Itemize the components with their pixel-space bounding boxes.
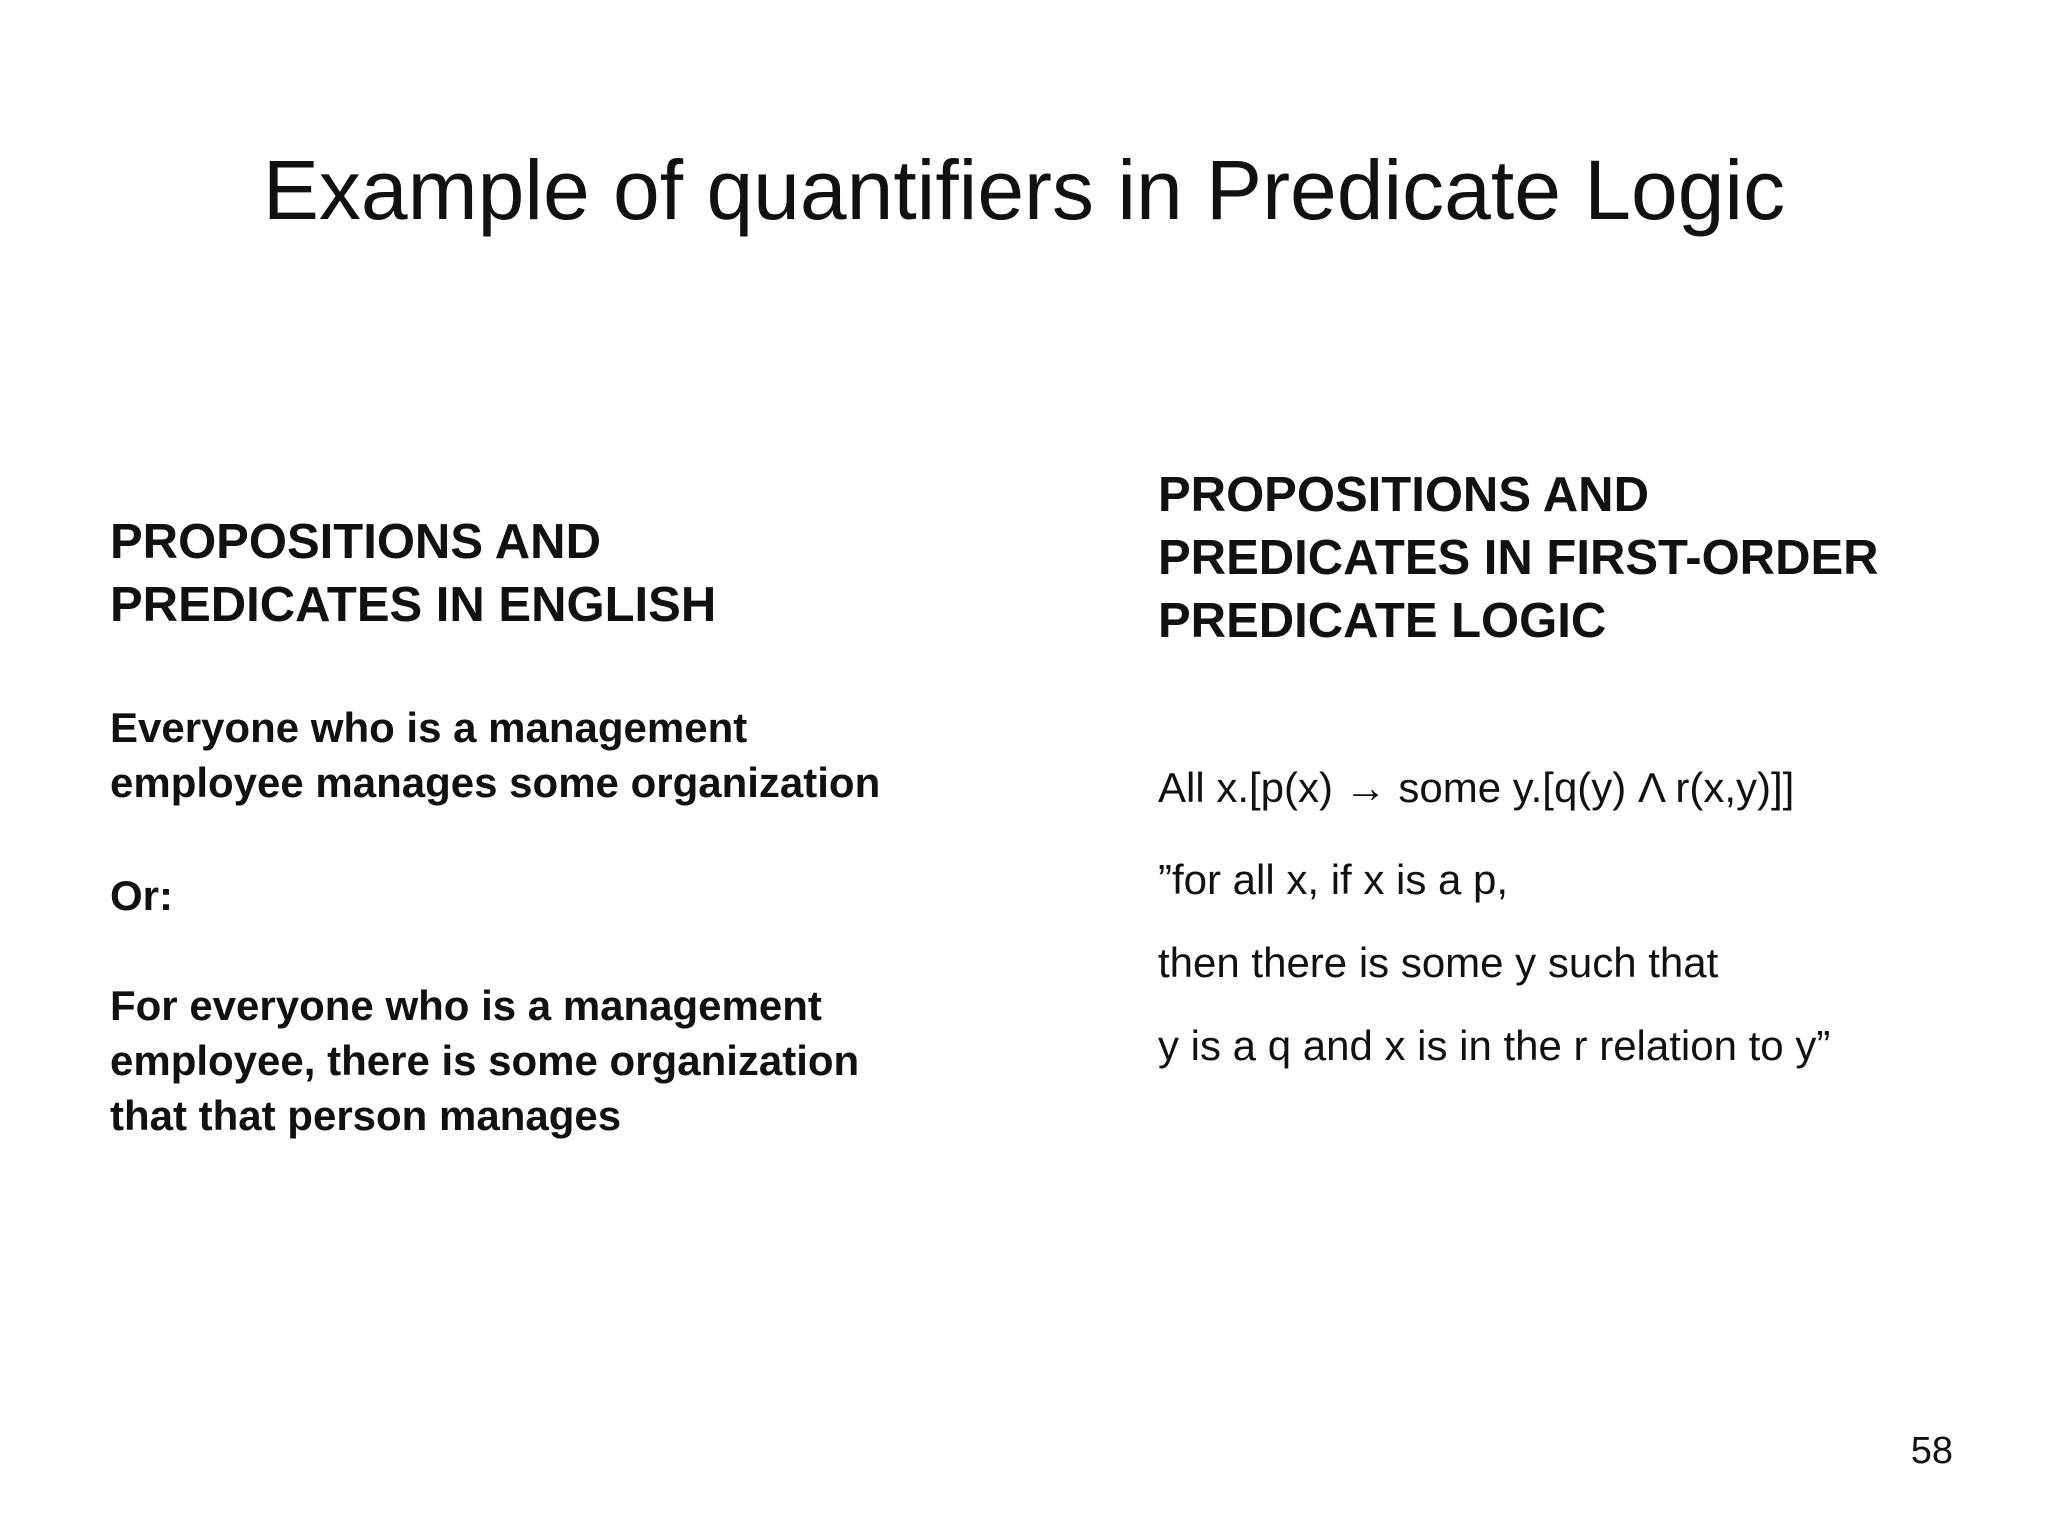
page-number: 58 — [1910, 1430, 1953, 1472]
english-heading-line-1: PROPOSITIONS AND — [110, 515, 601, 569]
logic-formula: All x.[p(x) → some y.[q(y) Λ r(x,y)]] — [1158, 764, 1795, 811]
or-label: Or: — [110, 872, 173, 919]
formula-explanation-line-3: y is a q and x is in the r relation to y” — [1158, 1022, 1831, 1069]
english-alternative-line-3: that that person manages — [110, 1092, 622, 1139]
english-alternative-statement — [110, 978, 859, 1143]
english-heading-line-2: PREDICATES IN ENGLISH — [110, 578, 717, 632]
slide-title: Example of quantifiers in Predicate Logic — [262, 143, 1786, 237]
logic-heading-line-2: PREDICATES IN FIRST-ORDER — [1158, 531, 1879, 585]
formula-explanation-line-2: then there is some y such that — [1158, 939, 1719, 986]
english-statement — [110, 700, 880, 810]
logic-heading-line-1: PROPOSITIONS AND — [1158, 468, 1649, 522]
formula-explanation-line-1: ”for all x, if x is a p, — [1158, 856, 1509, 903]
english-alternative-line-2: employee, there is some organization — [110, 1037, 860, 1084]
english-column-heading — [110, 511, 716, 637]
english-statement-line-1: Everyone who is a management — [110, 704, 748, 751]
logic-column-heading — [1158, 464, 1879, 653]
logic-heading-line-3: PREDICATE LOGIC — [1158, 594, 1607, 648]
english-statement-line-2: employee manages some organization — [110, 759, 881, 806]
english-alternative-line-1: For everyone who is a management — [110, 982, 822, 1029]
